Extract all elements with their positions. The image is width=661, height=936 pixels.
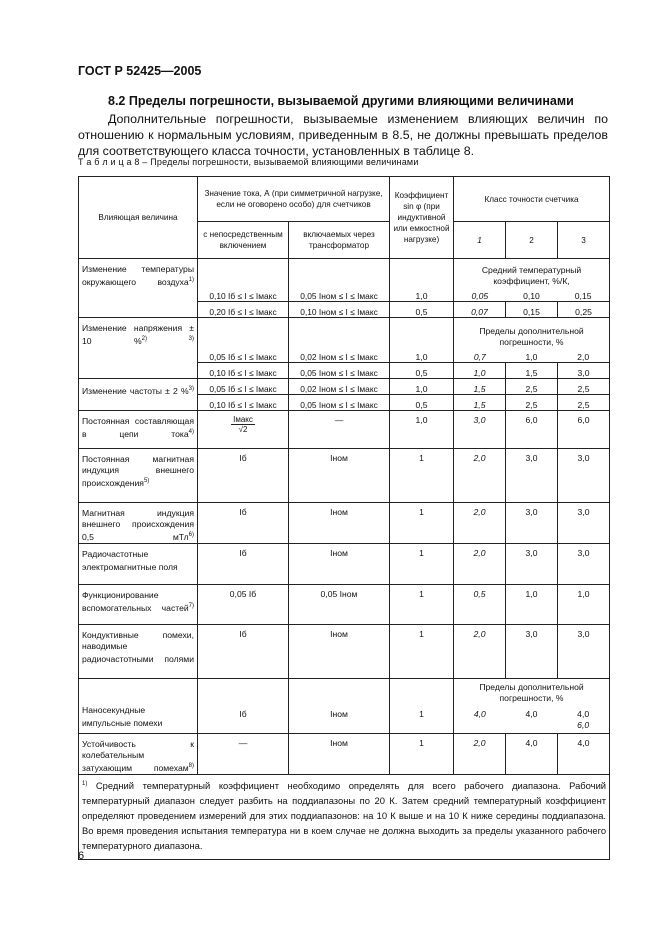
cell-class-2: 4,0 (525, 708, 538, 719)
cell-class-3: 0,15 (574, 291, 592, 301)
cell-class-2: 3,0 (506, 503, 558, 544)
cell-class-1: 1,5 (454, 379, 506, 395)
cell-direct: Iб (198, 449, 289, 503)
cell-transformer: Iном (289, 624, 390, 678)
cell-transformer: 0,02 Iном ≤ I ≤ Iмакс (289, 318, 390, 363)
cell-transformer: Iном (289, 733, 390, 774)
cell-class-1: 0,07 (454, 302, 506, 318)
cell-class-1: 2,0 (454, 733, 506, 774)
cell-coef: 1 (390, 449, 454, 503)
cell-direct: 0,20 Iб ≤ I ≤ Iмакс (198, 302, 289, 318)
cell-classes-block (454, 678, 610, 733)
cell-class-2: 3,0 (506, 543, 558, 584)
section-paragraph: Дополнительные погрешности, вызываемые изменением влияющих величин по отношению к нормальным условиям, приведенным в 8.5, не должны превышать пределов для соответствующего класса точности, установленных в таблице 8. (78, 112, 608, 158)
section-title: 8.2 Пределы погрешности, вызываемой другими влияющими величинами (108, 94, 574, 108)
cell-class-3: 1,0 (558, 584, 610, 624)
cell-coef: 1 (390, 624, 454, 678)
cell-coef: 1,0 (390, 259, 454, 302)
influence-conducted: Кондуктивные помехи, наводимые радиочастотными полями (79, 624, 198, 678)
cell-transformer: 0,05 Iном (289, 584, 390, 624)
cell-class-2: 1,0 (506, 584, 558, 624)
cell-class-3 (557, 709, 609, 731)
cell-coef: 1,0 (390, 411, 454, 449)
cell-class-2: 6,0 (506, 411, 558, 449)
cell-class-3-value: 4,0 (577, 708, 590, 719)
footnote-mark: 1) (82, 780, 88, 787)
cell-class-2: 1,5 (506, 363, 558, 379)
cell-class-3: 2,5 (558, 379, 610, 395)
cell-class-3: 4,0 (558, 733, 610, 774)
cell-direct: Iб (198, 543, 289, 584)
cell-coef: 1 (390, 678, 454, 733)
cell-transformer: Iном (289, 678, 390, 733)
cell-coef: 1 (390, 543, 454, 584)
cell-transformer: 0,05 Iном ≤ I ≤ Iмакс (289, 395, 390, 411)
influence-temperature: Изменение температуры окружающего воздуха$^{1)}$ (79, 259, 198, 318)
influence-auxiliary: Функционирование вспомогательных частей$^{7)}$ (79, 584, 198, 624)
cell-transformer: Iном (289, 503, 390, 544)
cell-class-2: 4,0 (506, 733, 558, 774)
cell-transformer: Iном (289, 449, 390, 503)
cell-class-3-extra: 6,0 (577, 719, 590, 730)
cell-class-3: 3,0 (558, 503, 610, 544)
header-transformer: включаемых через трансформатор (289, 222, 390, 259)
cell-coef: 1,0 (390, 318, 454, 363)
cell-class-1: 1,0 (454, 363, 506, 379)
cell-coef: 1,0 (390, 379, 454, 395)
cell-classes-block (454, 259, 610, 302)
cell-class-1: 4,0 (473, 708, 486, 719)
cell-direct: 0,05 Iб ≤ I ≤ Iмакс (198, 318, 289, 363)
cell-class-2: 2,5 (506, 379, 558, 395)
cell-coef: 0,5 (390, 363, 454, 379)
cell-class-1: 2,0 (454, 449, 506, 503)
header-direct: с непосредственным включением (198, 222, 289, 259)
cell-direct: 0,05 Iб ≤ I ≤ Iмакс (198, 379, 289, 395)
cell-class-1: 3,0 (454, 411, 506, 449)
cell-class-1: 2,0 (454, 503, 506, 544)
influence-oscillatory: Устойчивость к колебательным затухающим помехам$^{8)}$ (79, 733, 198, 774)
cell-direct: 0,10 Iб ≤ I ≤ Iмакс (198, 395, 289, 411)
cell-class-1: 0,7 (473, 352, 486, 362)
document-header: ГОСТ Р 52425—2005 (78, 64, 202, 78)
cell-direct: 0,05 Iб (198, 584, 289, 624)
cell-direct: 0,10 Iб ≤ I ≤ Iмакс (198, 259, 289, 302)
fraction: $\frac{\text{Iмакс}}{√2}$ (233, 415, 253, 434)
cell-transformer: — (289, 411, 390, 449)
add-limits-note: Пределы дополнительной погрешности, % (479, 681, 584, 703)
cell-class-3: 2,0 (577, 352, 590, 362)
table-footnote: $^{1)}$ Средний температурный коэффициент необходимо определять для всего рабочего диапазона. Рабочий температурный диапазон следует разбить на поддиапазоны по 20 К. Затем средний температурный коэффициент определяют проведением измерений для этих поддиапазонов: на 10 К выше и на 10 К ниже середины поддиапазона. Во время проведения испытания температура ни в коем случае не должна выходить за пределы указанного рабочего температурного диапазона. (79, 774, 610, 859)
cell-transformer: Iном (289, 543, 390, 584)
cell-class-3: 6,0 (558, 411, 610, 449)
cell-direct: — (198, 733, 289, 774)
cell-class-3: 3,0 (558, 363, 610, 379)
cell-class-1: 2,0 (454, 543, 506, 584)
cell-coef: 1 (390, 503, 454, 544)
cell-class-2: 0,15 (506, 302, 558, 318)
header-accuracy-class: Класс точности счетчика (454, 177, 610, 222)
cell-coef: 0,5 (390, 302, 454, 318)
cell-direct: Iб (198, 678, 289, 733)
add-limits-note: Пределы дополнительной погрешности, % (479, 326, 584, 347)
influence-dc-magnetic: Постоянная магнитная индукция внешнего происхождения$^{5)}$ (79, 449, 198, 503)
cell-direct: 0,10 Iб ≤ I ≤ Iмакс (198, 363, 289, 379)
cell-class-2: 3,0 (506, 449, 558, 503)
temp-coef-note: Средний температурный коэффициент, %/К, (481, 265, 582, 286)
cell-class-2: 1,0 (525, 352, 538, 362)
header-current-value: Значение тока, А (при симметричной нагрузке, если не оговорено особо) для счетчиков (198, 177, 390, 222)
header-influence: Влияющая величина (79, 177, 198, 259)
cell-class-2: 3,0 (506, 624, 558, 678)
cell-coef: 1 (390, 733, 454, 774)
cell-coef: 1 (390, 584, 454, 624)
influence-dc-component: Постоянная составляющая в цепи тока$^{4)}$ (79, 411, 198, 449)
influence-rf-fields: Радиочастотные электромагнитные поля (79, 543, 198, 584)
cell-class-2: 2,5 (506, 395, 558, 411)
cell-direct: Iб (198, 503, 289, 544)
cell-class-3: 2,5 (558, 395, 610, 411)
header-class-2: 2 (506, 222, 558, 259)
cell-class-1: 1,5 (454, 395, 506, 411)
cell-transformer: 0,05 Iном ≤ I ≤ Iмакс (289, 259, 390, 302)
cell-class-3: 0,25 (558, 302, 610, 318)
page-number: 6 (78, 850, 85, 862)
cell-class-3: 3,0 (558, 449, 610, 503)
header-coef: Коэффициент sin φ (при индуктивной или емкостной нагрузке) (390, 177, 454, 259)
cell-direct: Iб (198, 624, 289, 678)
influence-nanosecond: Наносекундные импульсные помехи (79, 678, 198, 733)
cell-class-3: 3,0 (558, 624, 610, 678)
influence-frequency: Изменение частоты ± 2 %$^{3)}$ (79, 379, 198, 411)
cell-class-1: 2,0 (454, 624, 506, 678)
table-caption: Т а б л и ц а 8 – Пределы погрешности, вызываемой влияющими величинами (78, 157, 419, 167)
cell-transformer: 0,10 Iном ≤ I ≤ Iмакс (289, 302, 390, 318)
cell-class-1: 0,5 (454, 584, 506, 624)
cell-direct (198, 411, 289, 449)
cell-coef: 0,5 (390, 395, 454, 411)
cell-class-2: 0,10 (523, 291, 540, 301)
header-class-1: 1 (454, 222, 506, 259)
error-limits-table (78, 176, 610, 860)
cell-class-1: 0,05 (471, 291, 489, 301)
header-class-3: 3 (558, 222, 610, 259)
influence-voltage: Изменение напряжения ± 10 %$^{2) 3)}$ (79, 318, 198, 379)
cell-transformer: 0,05 Iном ≤ I ≤ Iмакс (289, 363, 390, 379)
cell-transformer: 0,02 Iном ≤ I ≤ Iмакс (289, 379, 390, 395)
cell-class-3: 3,0 (558, 543, 610, 584)
influence-ac-magnetic: Магнитная индукция внешнего происхождения 0,5 мТл$^{6)}$ (79, 503, 198, 544)
cell-classes-block (454, 318, 610, 363)
